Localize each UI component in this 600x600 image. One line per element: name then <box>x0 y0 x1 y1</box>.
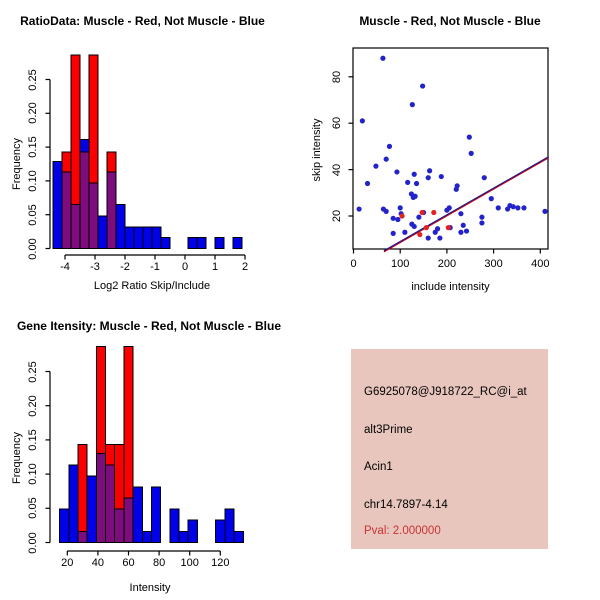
gene-hist-xlabel: Intensity <box>129 582 171 594</box>
histogram-bar-overlap <box>71 205 80 249</box>
histogram-bar-blue <box>133 487 142 543</box>
scatter-point-blue <box>505 206 510 211</box>
histogram-bar-red <box>89 55 98 183</box>
ratio-hist-xlabel: Log2 Ratio Skip/Include <box>93 280 211 292</box>
histogram-bar-blue <box>233 238 242 249</box>
histogram-bar-blue <box>234 532 243 543</box>
scatter-point-red <box>417 232 422 237</box>
scatter-point-blue <box>458 211 463 216</box>
scatter-point-blue <box>394 169 399 174</box>
histogram-bar-blue <box>188 520 197 543</box>
x-tick-label: -3 <box>90 261 100 273</box>
scatter-point-red <box>424 225 429 230</box>
scatter-ylabel: skip intensity <box>311 118 323 182</box>
y-tick-label: 0.00 <box>27 237 39 260</box>
x-tick-label: 60 <box>122 557 135 569</box>
y-tick-label: 0.20 <box>27 102 39 125</box>
scatter-point-blue <box>402 230 407 235</box>
y-tick-label: 0.15 <box>27 429 39 451</box>
y-tick-label: 20 <box>331 209 343 223</box>
scatter-point-blue <box>412 224 417 229</box>
scatter-point-blue <box>391 216 396 221</box>
scatter-point-blue <box>464 228 469 233</box>
regression-line-navy <box>384 157 549 251</box>
x-tick-label: 40 <box>91 557 105 569</box>
y-tick-label: 40 <box>331 163 343 176</box>
histogram-bar-blue <box>170 509 179 543</box>
scatter-point-red <box>399 213 404 218</box>
histogram-bar-red <box>71 55 80 204</box>
scatter-point-blue <box>420 83 425 88</box>
scatter-point-blue <box>454 187 459 192</box>
histogram-bar-red <box>115 444 124 508</box>
x-tick-label: 0 <box>181 261 189 273</box>
scatter-point-blue <box>395 217 400 222</box>
scatter-point-blue <box>365 181 370 186</box>
scatter-point-blue <box>380 56 385 61</box>
histogram-bar-blue <box>215 238 224 249</box>
scatter-point-blue <box>413 194 418 199</box>
scatter-point-blue <box>482 175 487 180</box>
scatter-point-blue <box>511 204 516 209</box>
x-tick-label: 20 <box>61 557 74 569</box>
x-tick-label: 400 <box>531 258 550 270</box>
scatter-point-blue <box>360 118 365 123</box>
scatter-title: Muscle - Red, Not Muscle - Blue <box>359 14 541 28</box>
y-tick-label: 80 <box>331 70 343 83</box>
histogram-bar-blue <box>60 509 69 543</box>
scatter-point-blue <box>426 235 431 240</box>
x-tick-label: -2 <box>120 261 130 273</box>
info-panel <box>351 349 548 549</box>
histogram-bar-blue <box>225 509 234 543</box>
scatter-point-blue <box>489 196 494 201</box>
histogram-bar-blue <box>53 161 62 248</box>
scatter-xlabel: include intensity <box>411 281 490 293</box>
histogram-bar-red <box>124 346 133 498</box>
histogram-bar-blue <box>151 487 160 543</box>
scatter-point-blue <box>410 102 415 107</box>
splice-type-text: alt3Prime <box>364 424 413 436</box>
gene-name-text: Acin1 <box>364 461 393 473</box>
ratio-hist-ylabel: Frequency <box>11 138 23 190</box>
histogram-bar-overlap <box>80 152 89 249</box>
scatter-point-blue <box>416 215 421 220</box>
scatter-point-blue <box>521 205 526 210</box>
scatter-point-blue <box>433 230 438 235</box>
scatter-point-blue <box>412 172 417 177</box>
scatter-point-blue <box>405 180 410 185</box>
histogram-bar-overlap <box>78 532 87 543</box>
x-tick-label: 100 <box>180 557 199 569</box>
scatter-point-blue <box>427 168 432 173</box>
scatter-point-blue <box>515 205 520 210</box>
scatter-point-blue <box>426 175 431 180</box>
pval-text: Pval: 2.000000 <box>364 525 441 537</box>
x-tick-label: -1 <box>150 261 160 273</box>
histogram-bar-blue <box>216 520 225 543</box>
scatter-point-red <box>446 225 451 230</box>
scatter-point-blue <box>391 231 396 236</box>
histogram-bar-red <box>107 152 116 172</box>
histogram-bar-blue <box>80 140 89 152</box>
y-tick-label: 0.10 <box>27 463 39 485</box>
gene-hist-ylabel: Frequency <box>11 432 23 484</box>
regression-line-red <box>384 158 549 252</box>
y-tick-label: 0.25 <box>27 360 39 383</box>
scatter-point-blue <box>398 205 403 210</box>
histogram-bar-blue <box>142 532 151 543</box>
histogram-bar-blue <box>87 476 96 543</box>
locus-text: chr14.7897-4.14 <box>364 499 448 511</box>
y-tick-label: 0.15 <box>27 136 39 158</box>
x-tick-label: 120 <box>211 557 230 569</box>
scatter-point-blue <box>542 209 547 214</box>
histogram-bar-blue <box>125 227 134 249</box>
x-tick-label: 300 <box>484 258 503 270</box>
x-tick-label: -4 <box>60 261 70 273</box>
histogram-bar-red <box>78 444 87 531</box>
y-tick-label: 60 <box>331 117 343 130</box>
scatter-point-blue <box>357 206 362 211</box>
scatter-point-blue <box>384 209 389 214</box>
histogram-bar-blue <box>161 238 170 249</box>
histogram-bar-blue <box>188 238 197 249</box>
histogram-bar-overlap <box>89 183 98 249</box>
histogram-bar-overlap <box>106 465 115 543</box>
y-tick-label: 0.10 <box>27 170 39 192</box>
histogram-bar-blue <box>116 205 125 249</box>
histogram-bar-overlap <box>107 172 116 248</box>
histogram-bar-red <box>96 346 105 453</box>
histogram-bar-blue <box>197 238 206 249</box>
ratio-hist-title: RatioData: Muscle - Red, Not Muscle - Blue <box>20 14 265 28</box>
y-tick-label: 0.00 <box>27 531 39 554</box>
histogram-bar-overlap <box>62 172 71 248</box>
histogram-bar-blue <box>152 227 161 249</box>
plot-box <box>353 48 548 249</box>
y-tick-label: 0.20 <box>27 394 39 417</box>
histogram-bar-overlap <box>124 498 133 543</box>
scatter-point-red <box>420 210 425 215</box>
x-tick-label: 0 <box>350 258 357 270</box>
y-tick-label: 0.25 <box>27 68 39 91</box>
scatter-point-red <box>431 210 436 215</box>
x-tick-label: 200 <box>437 258 457 270</box>
x-tick-label: 80 <box>152 557 166 569</box>
scatter-point-blue <box>479 220 484 225</box>
histogram-bar-blue <box>69 465 78 543</box>
scatter-point-blue <box>384 157 389 162</box>
scatter-point-blue <box>469 151 474 156</box>
scatter-point-blue <box>439 174 444 179</box>
probe-id-text: G6925078@J918722_RC@i_at <box>364 386 527 398</box>
histogram-bar-blue <box>134 227 143 249</box>
histogram-bar-blue <box>98 216 107 248</box>
y-tick-label: 0.05 <box>27 203 39 226</box>
scatter-point-blue <box>461 223 466 228</box>
histogram-bar-blue <box>143 227 152 249</box>
x-tick-label: 100 <box>391 258 410 270</box>
x-tick-label: 1 <box>211 261 219 273</box>
scatter-point-blue <box>479 215 484 220</box>
scatter-point-blue <box>437 235 442 240</box>
x-tick-label: 2 <box>241 261 249 273</box>
histogram-bar-red <box>62 152 71 172</box>
gene-hist-title: Gene Itensity: Muscle - Red, Not Muscle - Blue <box>16 319 282 333</box>
scatter-point-blue <box>496 205 501 210</box>
scatter-point-blue <box>467 135 472 140</box>
scatter-point-blue <box>373 164 378 169</box>
y-tick-label: 0.05 <box>27 497 39 520</box>
scatter-point-blue <box>458 230 463 235</box>
histogram-bar-overlap <box>115 509 124 543</box>
histogram-bar-red <box>106 444 115 465</box>
histogram-bar-overlap <box>96 453 105 542</box>
histogram-bar-blue <box>179 532 188 543</box>
scatter-point-blue <box>387 144 392 149</box>
scatter-point-blue <box>414 181 419 186</box>
scatter-point-blue <box>444 208 449 213</box>
